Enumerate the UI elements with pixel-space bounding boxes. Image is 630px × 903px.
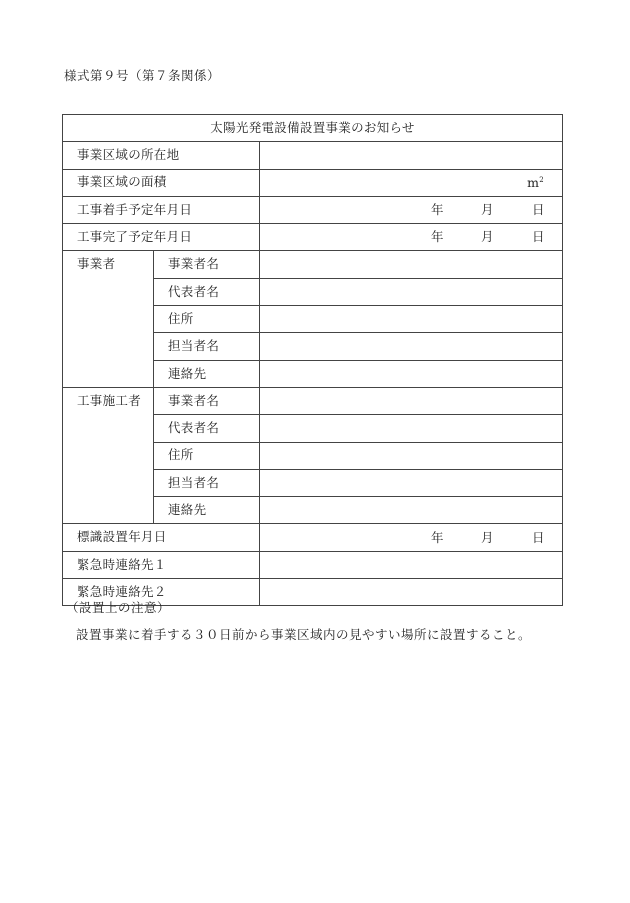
operator-person-in-charge-label: 担当者名: [154, 333, 260, 360]
form-title: 太陽光発電設備設置事業のお知らせ: [63, 115, 563, 142]
operator-name-value[interactable]: [260, 251, 563, 278]
contractor-representative-value[interactable]: [260, 415, 563, 442]
operator-contact-label: 連絡先: [154, 360, 260, 387]
contractor-representative-label: 代表者名: [154, 415, 260, 442]
notice-form-table: [62, 114, 563, 606]
contractor-address-label: 住所: [154, 442, 260, 469]
start-date-value[interactable]: [260, 196, 563, 223]
operator-row: [63, 251, 563, 278]
notes-text: 設置事業に着手する３０日前から事業区域内の見やすい場所に設置すること。: [76, 627, 532, 642]
contractor-contact-value[interactable]: [260, 497, 563, 524]
month-unit: 月: [481, 201, 494, 217]
operator-contact-value[interactable]: [260, 360, 563, 387]
area-location-row: [63, 142, 563, 169]
contractor-address-value[interactable]: [260, 442, 563, 469]
area-size-value[interactable]: [260, 169, 563, 196]
title-row: [63, 115, 563, 142]
month-unit: 月: [481, 229, 494, 245]
sign-date-row: [63, 524, 563, 551]
contractor-group-label: 工事施工者: [63, 387, 154, 523]
area-size-row: [63, 169, 563, 196]
end-date-value[interactable]: [260, 224, 563, 251]
emergency-contact-1-label: 緊急時連絡先１: [63, 551, 260, 578]
contractor-name-value[interactable]: [260, 387, 563, 414]
end-date-label: 工事完了予定年月日: [63, 224, 260, 251]
sign-date-label: 標識設置年月日: [63, 524, 260, 551]
year-unit: 年: [431, 201, 444, 217]
emergency-contact-1-row: [63, 551, 563, 578]
area-location-value[interactable]: [260, 142, 563, 169]
square-meter-unit: $m^2$: [527, 174, 545, 190]
day-unit: 日: [532, 201, 545, 217]
area-size-label: 事業区域の面積: [63, 169, 260, 196]
contractor-person-in-charge-label: 担当者名: [154, 469, 260, 496]
day-unit: 日: [532, 229, 545, 245]
month-unit: 月: [481, 529, 494, 545]
form-number: 様式第９号（第７条関係）: [64, 68, 221, 83]
day-unit: 日: [532, 529, 545, 545]
year-unit: 年: [431, 529, 444, 545]
emergency-contact-2-label: 緊急時連絡先２: [63, 579, 260, 606]
operator-name-label: 事業者名: [154, 251, 260, 278]
area-location-label: 事業区域の所在地: [63, 142, 260, 169]
contractor-name-label: 事業者名: [154, 387, 260, 414]
contractor-row: [63, 387, 563, 414]
operator-address-value[interactable]: [260, 306, 563, 333]
operator-representative-label: 代表者名: [154, 278, 260, 305]
sign-date-value[interactable]: [260, 524, 563, 551]
start-date-row: [63, 196, 563, 223]
notes-heading: （設置上の注意）: [66, 600, 171, 615]
contractor-contact-label: 連絡先: [154, 497, 260, 524]
end-date-row: [63, 224, 563, 251]
contractor-person-in-charge-value[interactable]: [260, 469, 563, 496]
operator-representative-value[interactable]: [260, 278, 563, 305]
emergency-contact-1-value[interactable]: [260, 551, 563, 578]
emergency-contact-2-value[interactable]: [260, 579, 563, 606]
operator-group-label: 事業者: [63, 251, 154, 387]
operator-address-label: 住所: [154, 306, 260, 333]
start-date-label: 工事着手予定年月日: [63, 196, 260, 223]
operator-person-in-charge-value[interactable]: [260, 333, 563, 360]
year-unit: 年: [431, 229, 444, 245]
